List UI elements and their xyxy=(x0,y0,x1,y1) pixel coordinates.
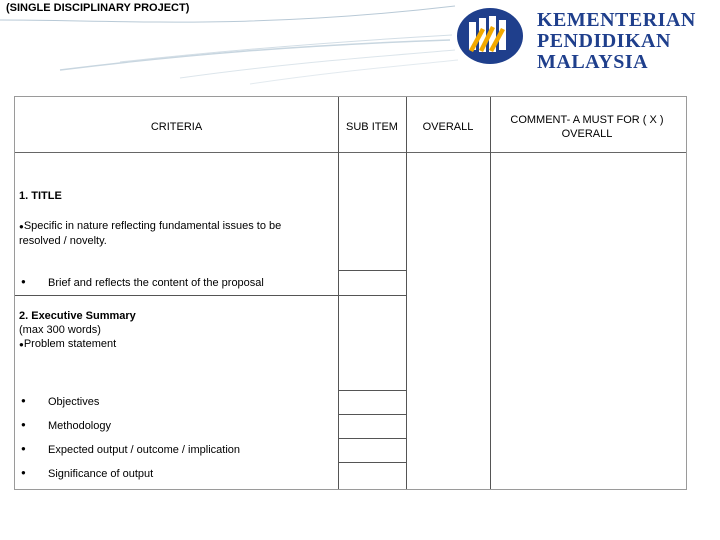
column-divider xyxy=(338,97,339,489)
summary-criterion-1-text: Problem statement xyxy=(23,338,117,350)
criteria-table xyxy=(14,96,687,490)
bullet: ● xyxy=(21,277,26,286)
title-section-heading: 1. TITLE xyxy=(19,190,62,202)
title-criterion-1-text: Specific in nature reflecting fundamental issues to be resolved / novelty. xyxy=(19,220,282,247)
summary-criterion-1 xyxy=(19,337,136,352)
column-divider xyxy=(490,97,491,489)
ministry-emblem-icon xyxy=(455,6,525,66)
overall-header: OVERALL xyxy=(422,121,474,133)
header-divider xyxy=(15,152,686,153)
summary-criterion-4-text: Expected output / outcome / implication xyxy=(48,444,240,456)
ministry-logo xyxy=(455,6,713,73)
page-title: (SINGLE DISCIPLINARY PROJECT) xyxy=(6,2,190,14)
summary-criterion-2-text: Objectives xyxy=(48,396,100,408)
summary-criterion-5-text: Significance of output xyxy=(48,468,154,480)
sub-item-divider xyxy=(338,270,406,271)
bullet: ● xyxy=(19,222,24,231)
title-section-divider xyxy=(15,295,406,296)
sub-item-header: SUB ITEM xyxy=(346,121,398,133)
ministry-name xyxy=(537,10,696,73)
logo-line-2: PENDIDIKAN xyxy=(537,30,671,52)
summary-note: (max 300 words) xyxy=(19,324,101,336)
sub-item-divider xyxy=(338,462,406,463)
title-criterion-1 xyxy=(19,219,319,248)
sub-item-divider xyxy=(338,390,406,391)
logo-line-1: KEMENTERIAN xyxy=(537,9,696,31)
decorative-swoosh xyxy=(0,0,460,95)
column-divider xyxy=(406,97,407,489)
summary-section-heading xyxy=(19,309,136,352)
logo-line-3: MALAYSIA xyxy=(537,51,649,73)
title-criterion-2-text: Brief and reflects the content of the proposal xyxy=(48,277,264,289)
bullet: ● xyxy=(21,444,26,453)
bullet: ● xyxy=(21,420,26,429)
criteria-header: CRITERIA xyxy=(150,121,203,133)
bullet: ● xyxy=(21,468,26,477)
bullet: ● xyxy=(19,340,24,349)
sub-item-divider xyxy=(338,438,406,439)
summary-criterion-3-text: Methodology xyxy=(48,420,111,432)
sub-item-divider xyxy=(338,414,406,415)
bullet: ● xyxy=(21,396,26,405)
comment-header: COMMENT- A MUST FOR ( X ) OVERALL xyxy=(510,114,664,140)
summary-heading-text: 2. Executive Summary xyxy=(19,310,136,322)
